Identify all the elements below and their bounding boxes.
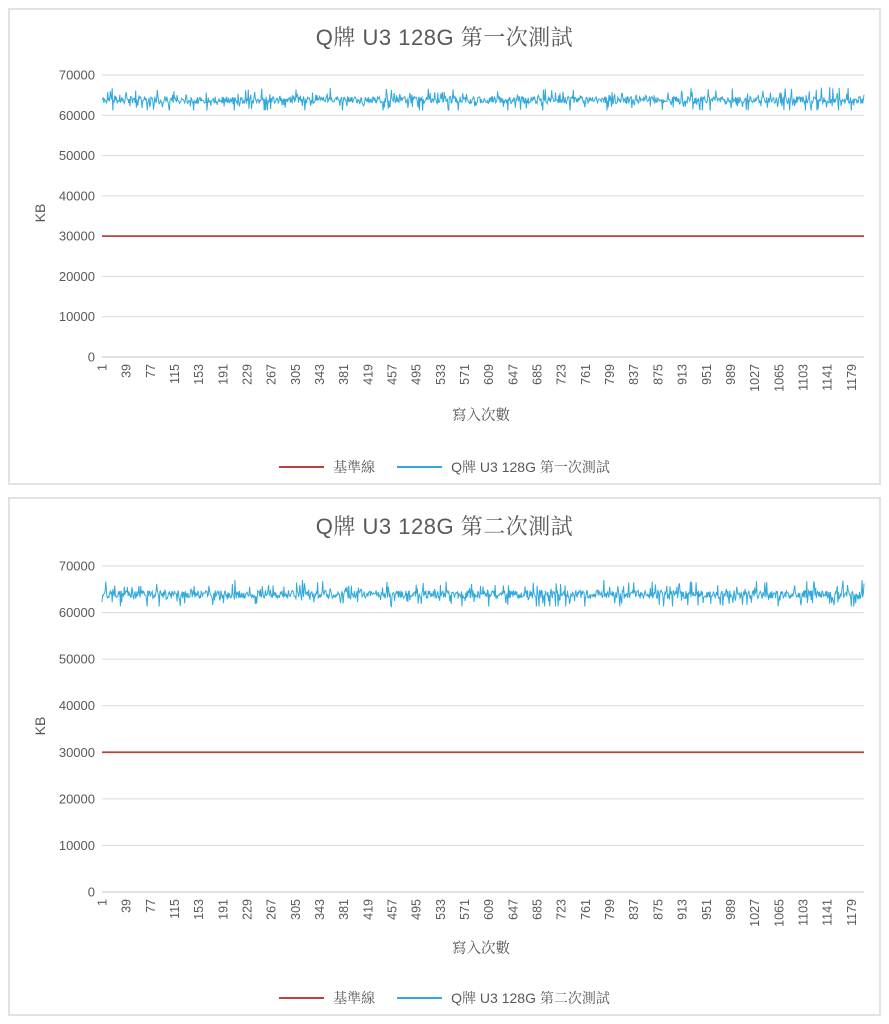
- svg-text:153: 153: [192, 364, 207, 385]
- svg-text:0: 0: [87, 349, 95, 365]
- legend-item-series: [397, 457, 610, 477]
- svg-text:229: 229: [240, 899, 255, 920]
- svg-text:381: 381: [337, 899, 352, 920]
- svg-text:647: 647: [506, 899, 521, 920]
- svg-text:1103: 1103: [796, 364, 811, 391]
- svg-text:723: 723: [554, 899, 569, 920]
- svg-text:457: 457: [385, 899, 400, 920]
- svg-text:951: 951: [699, 364, 714, 385]
- svg-text:305: 305: [288, 364, 303, 385]
- svg-text:77: 77: [143, 899, 158, 913]
- svg-text:989: 989: [723, 899, 738, 920]
- svg-text:875: 875: [651, 899, 666, 920]
- svg-text:381: 381: [337, 364, 352, 385]
- svg-text:343: 343: [313, 364, 328, 385]
- svg-text:153: 153: [192, 899, 207, 920]
- legend-swatch-series: [397, 997, 442, 999]
- svg-text:875: 875: [651, 364, 666, 385]
- svg-text:761: 761: [578, 899, 593, 920]
- svg-text:0: 0: [87, 884, 95, 900]
- svg-text:609: 609: [482, 364, 497, 385]
- legend-label-series: Q牌 U3 128G 第一次測試: [451, 459, 610, 475]
- svg-text:495: 495: [409, 364, 424, 385]
- svg-text:70000: 70000: [58, 558, 95, 574]
- x-axis-title: 寫入次數: [452, 408, 510, 424]
- svg-text:39: 39: [119, 364, 134, 378]
- svg-text:647: 647: [506, 364, 521, 385]
- svg-text:1179: 1179: [844, 364, 859, 391]
- svg-text:267: 267: [264, 364, 279, 385]
- svg-text:837: 837: [627, 364, 642, 385]
- svg-text:495: 495: [409, 899, 424, 920]
- svg-text:115: 115: [168, 899, 183, 919]
- svg-text:1065: 1065: [772, 899, 787, 927]
- legend: [10, 457, 879, 477]
- svg-text:1141: 1141: [820, 364, 835, 391]
- svg-text:1141: 1141: [820, 899, 835, 926]
- svg-text:457: 457: [385, 364, 400, 385]
- svg-text:799: 799: [603, 899, 618, 920]
- svg-text:229: 229: [240, 364, 255, 385]
- svg-text:20000: 20000: [58, 268, 95, 284]
- svg-text:191: 191: [216, 364, 231, 385]
- svg-text:60000: 60000: [58, 605, 95, 621]
- svg-text:989: 989: [723, 364, 738, 385]
- svg-text:1065: 1065: [772, 364, 787, 392]
- svg-text:191: 191: [216, 899, 231, 920]
- svg-text:1: 1: [95, 364, 110, 371]
- svg-text:305: 305: [288, 899, 303, 920]
- svg-text:913: 913: [675, 899, 690, 920]
- svg-text:267: 267: [264, 899, 279, 920]
- svg-text:609: 609: [482, 899, 497, 920]
- svg-text:30000: 30000: [58, 744, 95, 760]
- x-axis-title: 寫入次數: [452, 941, 510, 957]
- svg-text:685: 685: [530, 899, 545, 920]
- svg-text:20000: 20000: [58, 791, 95, 807]
- svg-text:70000: 70000: [58, 67, 95, 83]
- chart-title: Q牌 U3 128G 第一次測試: [315, 25, 574, 50]
- svg-text:533: 533: [433, 899, 448, 920]
- svg-text:60000: 60000: [58, 107, 95, 123]
- svg-text:40000: 40000: [58, 188, 95, 204]
- legend-item-baseline: [279, 988, 375, 1008]
- svg-text:723: 723: [554, 364, 569, 385]
- legend-item-baseline: [279, 457, 375, 477]
- chart-title: Q牌 U3 128G 第二次測試: [315, 514, 574, 539]
- legend-label-baseline: 基準線: [333, 459, 376, 475]
- svg-text:343: 343: [313, 899, 328, 920]
- svg-text:77: 77: [143, 364, 158, 378]
- chart-panel-second-test: [8, 497, 881, 1016]
- svg-text:50000: 50000: [58, 651, 95, 667]
- legend-item-series: [397, 988, 610, 1008]
- legend-swatch-baseline: [279, 997, 324, 999]
- svg-text:419: 419: [361, 364, 376, 385]
- svg-text:571: 571: [458, 364, 473, 385]
- svg-text:1179: 1179: [844, 899, 859, 926]
- svg-text:533: 533: [433, 364, 448, 385]
- svg-text:50000: 50000: [58, 148, 95, 164]
- svg-text:419: 419: [361, 899, 376, 920]
- svg-text:571: 571: [458, 899, 473, 920]
- svg-text:685: 685: [530, 364, 545, 385]
- svg-text:39: 39: [119, 899, 134, 913]
- svg-text:837: 837: [627, 899, 642, 920]
- svg-text:913: 913: [675, 364, 690, 385]
- svg-text:40000: 40000: [58, 698, 95, 714]
- chart-panel-first-test: [8, 8, 881, 485]
- svg-text:10000: 10000: [58, 837, 95, 853]
- svg-text:799: 799: [603, 364, 618, 385]
- svg-text:30000: 30000: [58, 228, 95, 244]
- svg-text:1027: 1027: [748, 364, 763, 392]
- y-axis-title: KB: [32, 716, 48, 736]
- svg-text:951: 951: [699, 899, 714, 920]
- legend-label-baseline: 基準線: [333, 990, 376, 1006]
- svg-text:10000: 10000: [58, 309, 95, 325]
- legend-swatch-series: [397, 466, 442, 468]
- y-axis-title: KB: [32, 203, 48, 223]
- svg-text:1: 1: [95, 899, 110, 906]
- svg-text:115: 115: [168, 364, 183, 384]
- legend-label-series: Q牌 U3 128G 第二次測試: [451, 990, 610, 1006]
- legend-swatch-baseline: [279, 466, 324, 468]
- svg-text:1103: 1103: [796, 899, 811, 926]
- svg-text:1027: 1027: [748, 899, 763, 927]
- legend: [10, 988, 879, 1008]
- svg-text:761: 761: [578, 364, 593, 385]
